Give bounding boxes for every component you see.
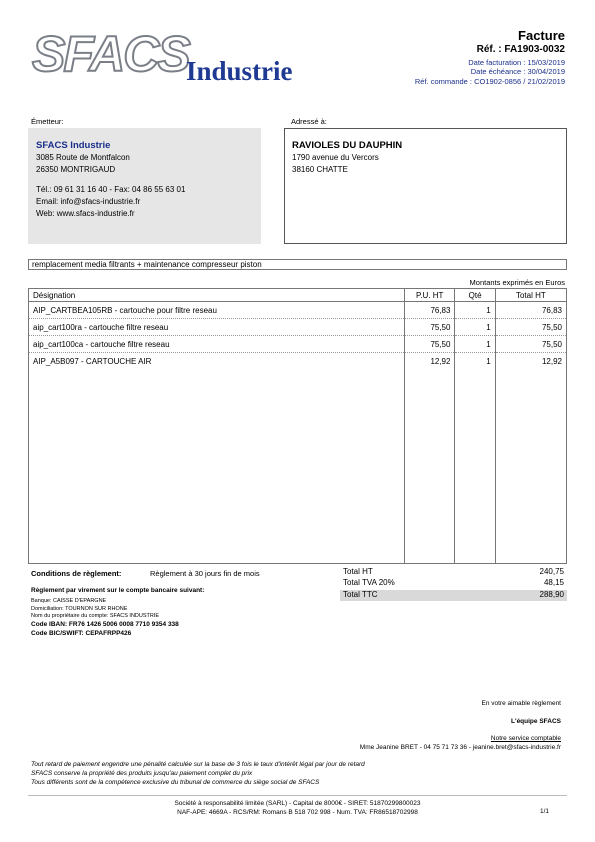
row-unit-price: 75,50 <box>404 319 455 336</box>
row-designation: AIP_A5B097 - CARTOUCHE AIR <box>29 353 405 370</box>
row-quantity: 1 <box>455 353 495 370</box>
payment-terms-value: Règlement à 30 jours fin de mois <box>150 569 260 578</box>
page-number: 1/1 <box>539 808 549 815</box>
account-owner: Nom du propriétaire du compte: SFACS INDUSTRIE <box>31 613 160 619</box>
row-unit-price: 12,92 <box>404 353 455 370</box>
table-empty-space <box>29 369 567 564</box>
row-unit-price: 75,50 <box>404 336 455 353</box>
sender-email: Email: info@sfacs-industrie.fr <box>36 197 141 206</box>
table-row <box>29 302 567 319</box>
table-row <box>29 353 567 370</box>
sender-web: Web: www.sfacs-industrie.fr <box>36 209 135 218</box>
payment-terms-label: Conditions de règlement: <box>31 569 122 578</box>
total-ht-label: Total HT <box>343 567 373 576</box>
accounting-contact: Mme Jeanine BRET - 04 75 71 73 36 - jeanine.bret@sfacs-industrie.fr <box>359 744 561 751</box>
total-ht-value: 240,75 <box>539 567 564 576</box>
recipient-name: RAVIOLES DU DAUPHIN <box>292 140 403 151</box>
currency-note: Montants exprimés en Euros <box>469 278 565 287</box>
row-total: 12,92 <box>495 353 566 370</box>
iban-code: Code IBAN: FR76 1426 5006 0008 7710 9354 338 <box>31 621 179 628</box>
due-date: Date échéance : 30/04/2019 <box>470 67 565 76</box>
row-total: 75,50 <box>495 336 566 353</box>
accounting-service: Notre service comptable <box>490 735 561 742</box>
row-total: 75,50 <box>495 319 566 336</box>
col-quantity: Qté <box>455 289 495 302</box>
closing-greeting: En votre aimable règlement <box>481 700 561 707</box>
invoice-subject: remplacement media filtrants + maintenance compresseur piston <box>28 259 567 270</box>
invoice-date: Date facturation : 15/03/2019 <box>468 58 565 67</box>
invoice-lines-table <box>28 288 567 564</box>
row-quantity: 1 <box>455 319 495 336</box>
row-designation: aip_cart100ca - cartouche filtre reseau <box>29 336 405 353</box>
legal-notice-line: Tout retard de paiement engendre une pénalité calculée sur la base de 3 fois le taux d'intérêt légal par jour de retard <box>31 761 365 768</box>
total-ttc-label: Total TTC <box>343 590 378 599</box>
sender-address-line1: 3085 Route de Montfalcon <box>36 153 130 162</box>
recipient-box <box>284 128 567 244</box>
row-unit-price: 76,83 <box>404 302 455 319</box>
col-unit-price: P.U. HT <box>404 289 455 302</box>
total-ht-row <box>340 567 567 578</box>
sender-name: SFACS Industrie <box>36 140 111 151</box>
row-quantity: 1 <box>455 336 495 353</box>
recipient-label: Adressé à: <box>291 117 327 126</box>
legal-notice-line: SFACS conserve la propriété des produits jusqu'au paiement complet du prix <box>31 770 253 777</box>
legal-notice-line: Tous différents sont de la compétence exclusive du tribunal de commerce du siège social de SFACS <box>31 779 320 786</box>
sender-address-line2: 26350 MONTRIGAUD <box>36 165 116 174</box>
col-total: Total HT <box>495 289 566 302</box>
table-header-row <box>29 289 567 302</box>
total-ttc-value: 288,90 <box>539 590 564 599</box>
closing-team: L'équipe SFACS <box>511 718 561 725</box>
sender-box <box>28 128 261 244</box>
row-total: 76,83 <box>495 302 566 319</box>
invoice-reference: Réf. : FA1903-0032 <box>476 44 565 55</box>
recipient-address-line2: 38160 CHATTE <box>292 165 348 174</box>
total-tva-label: Total TVA 20% <box>343 578 395 587</box>
recipient-address-line1: 1790 avenue du Vercors <box>292 153 379 162</box>
table-row <box>29 319 567 336</box>
col-designation: Désignation <box>29 289 405 302</box>
total-ttc-row <box>340 590 567 601</box>
row-quantity: 1 <box>455 302 495 319</box>
footer-registration-info: NAF-APE: 4669A - RCS/RM: Romans B 518 702 998 - Num. TVA: FR86518702998 <box>177 809 418 816</box>
sender-phone: Tél.: 09 61 31 16 40 - Fax: 04 86 55 63 01 <box>36 185 186 194</box>
table-row <box>29 336 567 353</box>
row-designation: AIP_CARTBEA105RB - cartouche pour filtre reseau <box>29 302 405 319</box>
bank-domiciliation: Domiciliation: TOURNON SUR RHONE <box>31 606 128 612</box>
company-logo: SFACS <box>32 26 189 82</box>
row-designation: aip_cart100ra - cartouche filtre reseau <box>29 319 405 336</box>
bank-name: Banque: CAISSE D'EPARGNE <box>31 598 107 604</box>
bank-transfer-title: Règlement par virement sur le compte bancaire suivant: <box>31 587 205 594</box>
company-logo-subtitle: Industrie <box>186 56 293 86</box>
footer-company-info: Société à responsabilité limitée (SARL) - Capital de 8000€ - SIRET: 51870299800023 <box>174 800 421 807</box>
footer-divider <box>28 795 567 796</box>
order-reference: Réf. commande : CO1902-0856 / 21/02/2019 <box>414 77 565 86</box>
total-tva-row <box>340 578 567 589</box>
total-tva-value: 48,15 <box>543 578 564 587</box>
document-title: Facture <box>518 28 565 43</box>
sender-label: Émetteur: <box>31 117 64 126</box>
bic-code: Code BIC/SWIFT: CEPAFRPP426 <box>31 630 132 637</box>
